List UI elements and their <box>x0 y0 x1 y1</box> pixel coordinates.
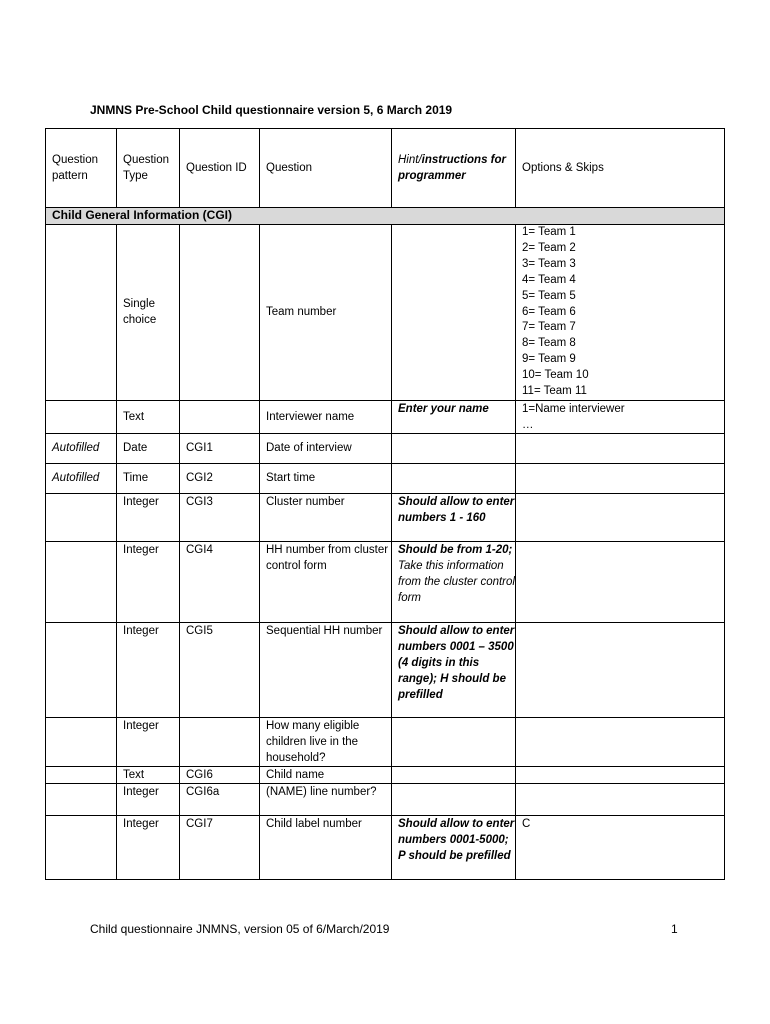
cell-options <box>516 717 725 766</box>
cell-hint: Should allow to enter numbers 1 - 160 <box>392 493 516 541</box>
cell-options <box>516 400 725 433</box>
cell-hint <box>392 225 516 401</box>
cell-options: C <box>516 815 725 879</box>
option-item: 4= Team 4 <box>522 273 576 286</box>
cell-type: Date <box>117 433 180 463</box>
cell-question: How many eligible children live in the household? <box>260 717 392 766</box>
cell-id <box>180 225 260 401</box>
cell-id: CGI2 <box>180 463 260 493</box>
option-item: 10= Team 10 <box>522 369 589 382</box>
cell-type: Integer <box>117 717 180 766</box>
cell-type: Text <box>117 766 180 783</box>
table-row <box>46 433 725 463</box>
cell-type: Integer <box>117 815 180 879</box>
cell-pattern <box>46 622 117 717</box>
cell-type: Integer <box>117 541 180 622</box>
questionnaire-table <box>45 128 725 880</box>
header-options: Options & Skips <box>516 129 725 208</box>
cell-pattern <box>46 541 117 622</box>
table-row <box>46 493 725 541</box>
cell-question: Team number <box>260 225 392 401</box>
document-title: JNMNS Pre-School Child questionnaire version 5, 6 March 2019 <box>90 103 453 117</box>
table-row <box>46 766 725 783</box>
cell-pattern <box>46 493 117 541</box>
cell-question: Date of interview <box>260 433 392 463</box>
section-row <box>46 208 725 225</box>
cell-hint: Should allow to enter numbers 0001-5000; P should be prefilled <box>392 815 516 879</box>
cell-type: Integer <box>117 493 180 541</box>
cell-question: HH number from cluster control form <box>260 541 392 622</box>
cell-pattern <box>46 766 117 783</box>
cell-hint <box>392 433 516 463</box>
header-hint <box>392 129 516 208</box>
header-question-pattern: Question pattern <box>46 129 117 208</box>
cell-hint: Enter your name <box>392 400 516 433</box>
cell-options <box>516 783 725 815</box>
cell-question: Cluster number <box>260 493 392 541</box>
cell-question: Interviewer name <box>260 400 392 433</box>
table-row <box>46 400 725 433</box>
cell-hint <box>392 766 516 783</box>
cell-pattern <box>46 225 117 401</box>
table-row <box>46 717 725 766</box>
header-hint-part2: instructions for programmer <box>398 154 506 182</box>
option-item: 1=Name interviewer <box>522 402 625 415</box>
header-question-id: Question ID <box>180 129 260 208</box>
cell-options <box>516 493 725 541</box>
table-row <box>46 783 725 815</box>
cell-question: Start time <box>260 463 392 493</box>
header-question: Question <box>260 129 392 208</box>
option-item: 11= Team 11 <box>522 385 587 398</box>
table-row <box>46 225 725 401</box>
cell-pattern <box>46 815 117 879</box>
option-item: 5= Team 5 <box>522 289 576 302</box>
cell-question: Child label number <box>260 815 392 879</box>
cell-hint <box>392 541 516 622</box>
cell-type: Single choice <box>117 225 180 401</box>
cell-type: Time <box>117 463 180 493</box>
cell-hint <box>392 717 516 766</box>
cell-options <box>516 541 725 622</box>
cell-id: CGI6a <box>180 783 260 815</box>
option-item: 1= Team 1 <box>522 226 576 238</box>
option-item: 9= Team 9 <box>522 353 576 366</box>
table-row <box>46 622 725 717</box>
hint-italic: Take this information from the cluster control form <box>398 559 515 604</box>
cell-options <box>516 766 725 783</box>
cell-id: CGI4 <box>180 541 260 622</box>
page-number: 1 <box>671 922 678 936</box>
table-row <box>46 541 725 622</box>
cell-id <box>180 717 260 766</box>
cell-hint: Should allow to enter numbers 0001 – 3500 (4 digits in this range); H should be prefilled <box>392 622 516 717</box>
cell-id: CGI6 <box>180 766 260 783</box>
cell-pattern: Autofilled <box>46 463 117 493</box>
table-row <box>46 815 725 879</box>
option-item: 8= Team 8 <box>522 337 576 350</box>
option-item: 7= Team 7 <box>522 321 576 334</box>
footer-text: Child questionnaire JNMNS, version 05 of 6/March/2019 <box>90 922 390 936</box>
option-ellipsis: … <box>522 418 534 431</box>
cell-options <box>516 622 725 717</box>
cell-id: CGI3 <box>180 493 260 541</box>
cell-options <box>516 433 725 463</box>
table-header-row <box>46 129 725 208</box>
cell-type: Integer <box>117 622 180 717</box>
cell-options-team-list <box>516 225 725 401</box>
cell-id <box>180 400 260 433</box>
cell-pattern <box>46 400 117 433</box>
cell-question: Child name <box>260 766 392 783</box>
option-item: 2= Team 2 <box>522 241 576 254</box>
cell-id: CGI7 <box>180 815 260 879</box>
table-row <box>46 463 725 493</box>
option-item: 6= Team 6 <box>522 305 576 318</box>
option-item: 3= Team 3 <box>522 257 576 270</box>
cell-hint <box>392 463 516 493</box>
cell-pattern: Autofilled <box>46 433 117 463</box>
cell-type: Text <box>117 400 180 433</box>
cell-type: Integer <box>117 783 180 815</box>
hint-bold: Should be from 1-20; <box>398 543 513 556</box>
cell-options <box>516 463 725 493</box>
cell-id: CGI1 <box>180 433 260 463</box>
cell-question: Sequential HH number <box>260 622 392 717</box>
cell-pattern <box>46 717 117 766</box>
cell-id: CGI5 <box>180 622 260 717</box>
cell-pattern <box>46 783 117 815</box>
section-title: Child General Information (CGI) <box>46 208 725 225</box>
header-question-type: Question Type <box>117 129 180 208</box>
header-hint-part1: Hint/ <box>398 154 422 166</box>
cell-hint <box>392 783 516 815</box>
cell-question: (NAME) line number? <box>260 783 392 815</box>
